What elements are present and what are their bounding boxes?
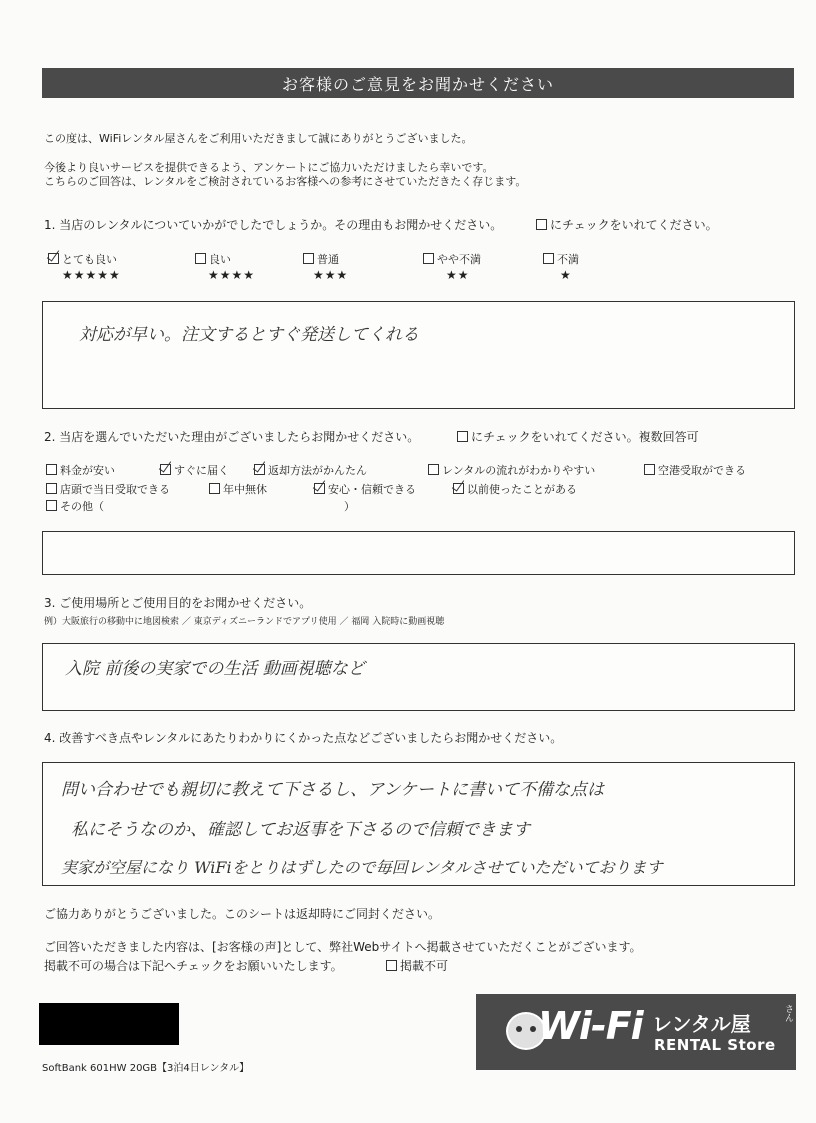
q1-stars-3: ★★★ (313, 268, 349, 282)
q2-option-airport-pickup[interactable]: 空港受取ができる (644, 464, 746, 478)
q3-answer-box[interactable] (42, 643, 795, 711)
checkbox-icon (46, 464, 57, 475)
q2-option-other[interactable]: その他（ (46, 500, 104, 514)
q2-instruction: にチェックをいれてください。複数回答可 (457, 430, 699, 445)
q4-answer-line-1: 問い合わせでも親切に教えて下さるし、アンケートに書いて不備な点は (61, 780, 604, 800)
q1-stars-1: ★ (560, 268, 572, 282)
checkbox-icon (46, 483, 57, 494)
q1-option-very-good[interactable]: とても良い (48, 253, 117, 267)
checkbox-checked-icon (48, 253, 59, 264)
checkbox-icon (536, 219, 547, 230)
q4-answer-box[interactable] (42, 762, 795, 886)
q1-stars-2: ★★ (446, 268, 470, 282)
brand-logo (476, 994, 796, 1070)
q2-option-fast-delivery[interactable]: すぐに届く (160, 464, 229, 478)
q2-option-store-pickup[interactable]: 店頭で当日受取できる (46, 483, 170, 497)
checkbox-icon (457, 431, 468, 442)
checkbox-icon (195, 253, 206, 264)
checkbox-checked-icon (254, 464, 265, 475)
q4-answer-line-3: 実家が空屋になり WiFiをとりはずしたので毎回レンタルさせていただいております (61, 858, 663, 877)
q1-option-normal[interactable]: 普通 (303, 253, 339, 267)
q1-option-slightly-unsatisfied[interactable]: やや不満 (423, 253, 481, 267)
q2-option-easy-return[interactable]: 返却方法がかんたん (254, 464, 367, 478)
checkbox-icon (428, 464, 439, 475)
q2-option-cheap[interactable]: 料金が安い (46, 464, 115, 478)
logo-wifi-text: Wi-Fi (538, 1004, 643, 1048)
product-label: SoftBank 601HW 20GB【3泊4日レンタル】 (42, 1063, 250, 1074)
q3-answer-text: 入院 前後の実家での生活 動画視聴など (65, 659, 365, 679)
q2-option-easy-flow[interactable]: レンタルの流れがわかりやすい (428, 464, 595, 478)
checkbox-icon (543, 253, 554, 264)
q2-option-reliable[interactable]: 安心・信頼できる (314, 483, 416, 497)
q3-question: 3. ご使用場所とご使用目的をお聞かせください。 (44, 596, 312, 610)
q3-example: 例）大阪旅行の移動中に地図検索 ／ 東京ディズニーランドでアプリ使用 ／ 福岡 入院時に動画視聴 (44, 617, 445, 627)
intro-line-2: 今後より良いサービスを提供できるよう、アンケートにご協力いただけましたら幸いです。 (44, 161, 494, 174)
checkbox-icon (46, 500, 57, 511)
checkbox-checked-icon (160, 464, 171, 475)
q2-other-input[interactable] (42, 531, 795, 575)
q2-option-open-every-day[interactable]: 年中無休 (209, 483, 267, 497)
checkbox-icon (303, 253, 314, 264)
checkbox-icon (209, 483, 220, 494)
checkbox-checked-icon (453, 483, 464, 494)
logo-brand-jp: レンタル屋 (652, 1012, 751, 1036)
q4-question: 4. 改善すべき点やレンタルにあたりわかりにくかった点などございましたらお聞かせください。 (44, 731, 563, 745)
redacted-block (39, 1003, 179, 1045)
checkbox-checked-icon (314, 483, 325, 494)
publish-not-allowed-checkbox[interactable]: 掲載不可 (386, 959, 448, 974)
q1-option-good[interactable]: 良い (195, 253, 231, 267)
q1-question: 1. 当店のレンタルについていかがでしたでしょうか。その理由もお聞かせください。 (44, 218, 503, 232)
footer-thanks: ご協力ありがとうございました。このシートは返却時にご同封ください。 (44, 907, 441, 921)
q1-answer-text: 対応が早い。注文するとすぐ発送してくれる (79, 325, 419, 345)
q4-answer-line-2: 私にそうなのか、確認してお返事を下さるので信頼できます (71, 820, 530, 840)
q1-option-unsatisfied[interactable]: 不満 (543, 253, 579, 267)
logo-brand-en: RENTAL Store (654, 1036, 776, 1054)
q1-stars-4: ★★★★ (208, 268, 256, 282)
checkbox-icon (644, 464, 655, 475)
intro-line-1: この度は、WiFiレンタル屋さんをご利用いただきまして誠にありがとうございました。 (44, 132, 473, 145)
footer-publish-opt: 掲載不可の場合は下記へチェックをお願いいたします。 (44, 959, 343, 973)
page-title: お客様のご意見をお聞かせください (42, 68, 794, 98)
q1-answer-box[interactable] (42, 301, 795, 409)
intro-line-3: こちらのご回答は、レンタルをご検討されているお客様への参考にさせていただきたく存じます。 (44, 175, 527, 188)
q1-instruction: にチェックをいれてください。 (536, 218, 718, 233)
q1-stars-5: ★★★★★ (62, 268, 121, 282)
checkbox-icon (423, 253, 434, 264)
q2-other-close: ） (344, 500, 355, 513)
q2-option-used-before[interactable]: 以前使ったことがある (453, 483, 577, 497)
footer-publish-note: ご回答いただきました内容は、[お客様の声]として、弊社Webサイトへ掲載させていただくことがございます。 (44, 940, 642, 954)
checkbox-icon (386, 960, 397, 971)
q2-question: 2. 当店を選んでいただいた理由がございましたらお聞かせください。 (44, 430, 420, 444)
logo-brand-san: さん (783, 1004, 793, 1022)
